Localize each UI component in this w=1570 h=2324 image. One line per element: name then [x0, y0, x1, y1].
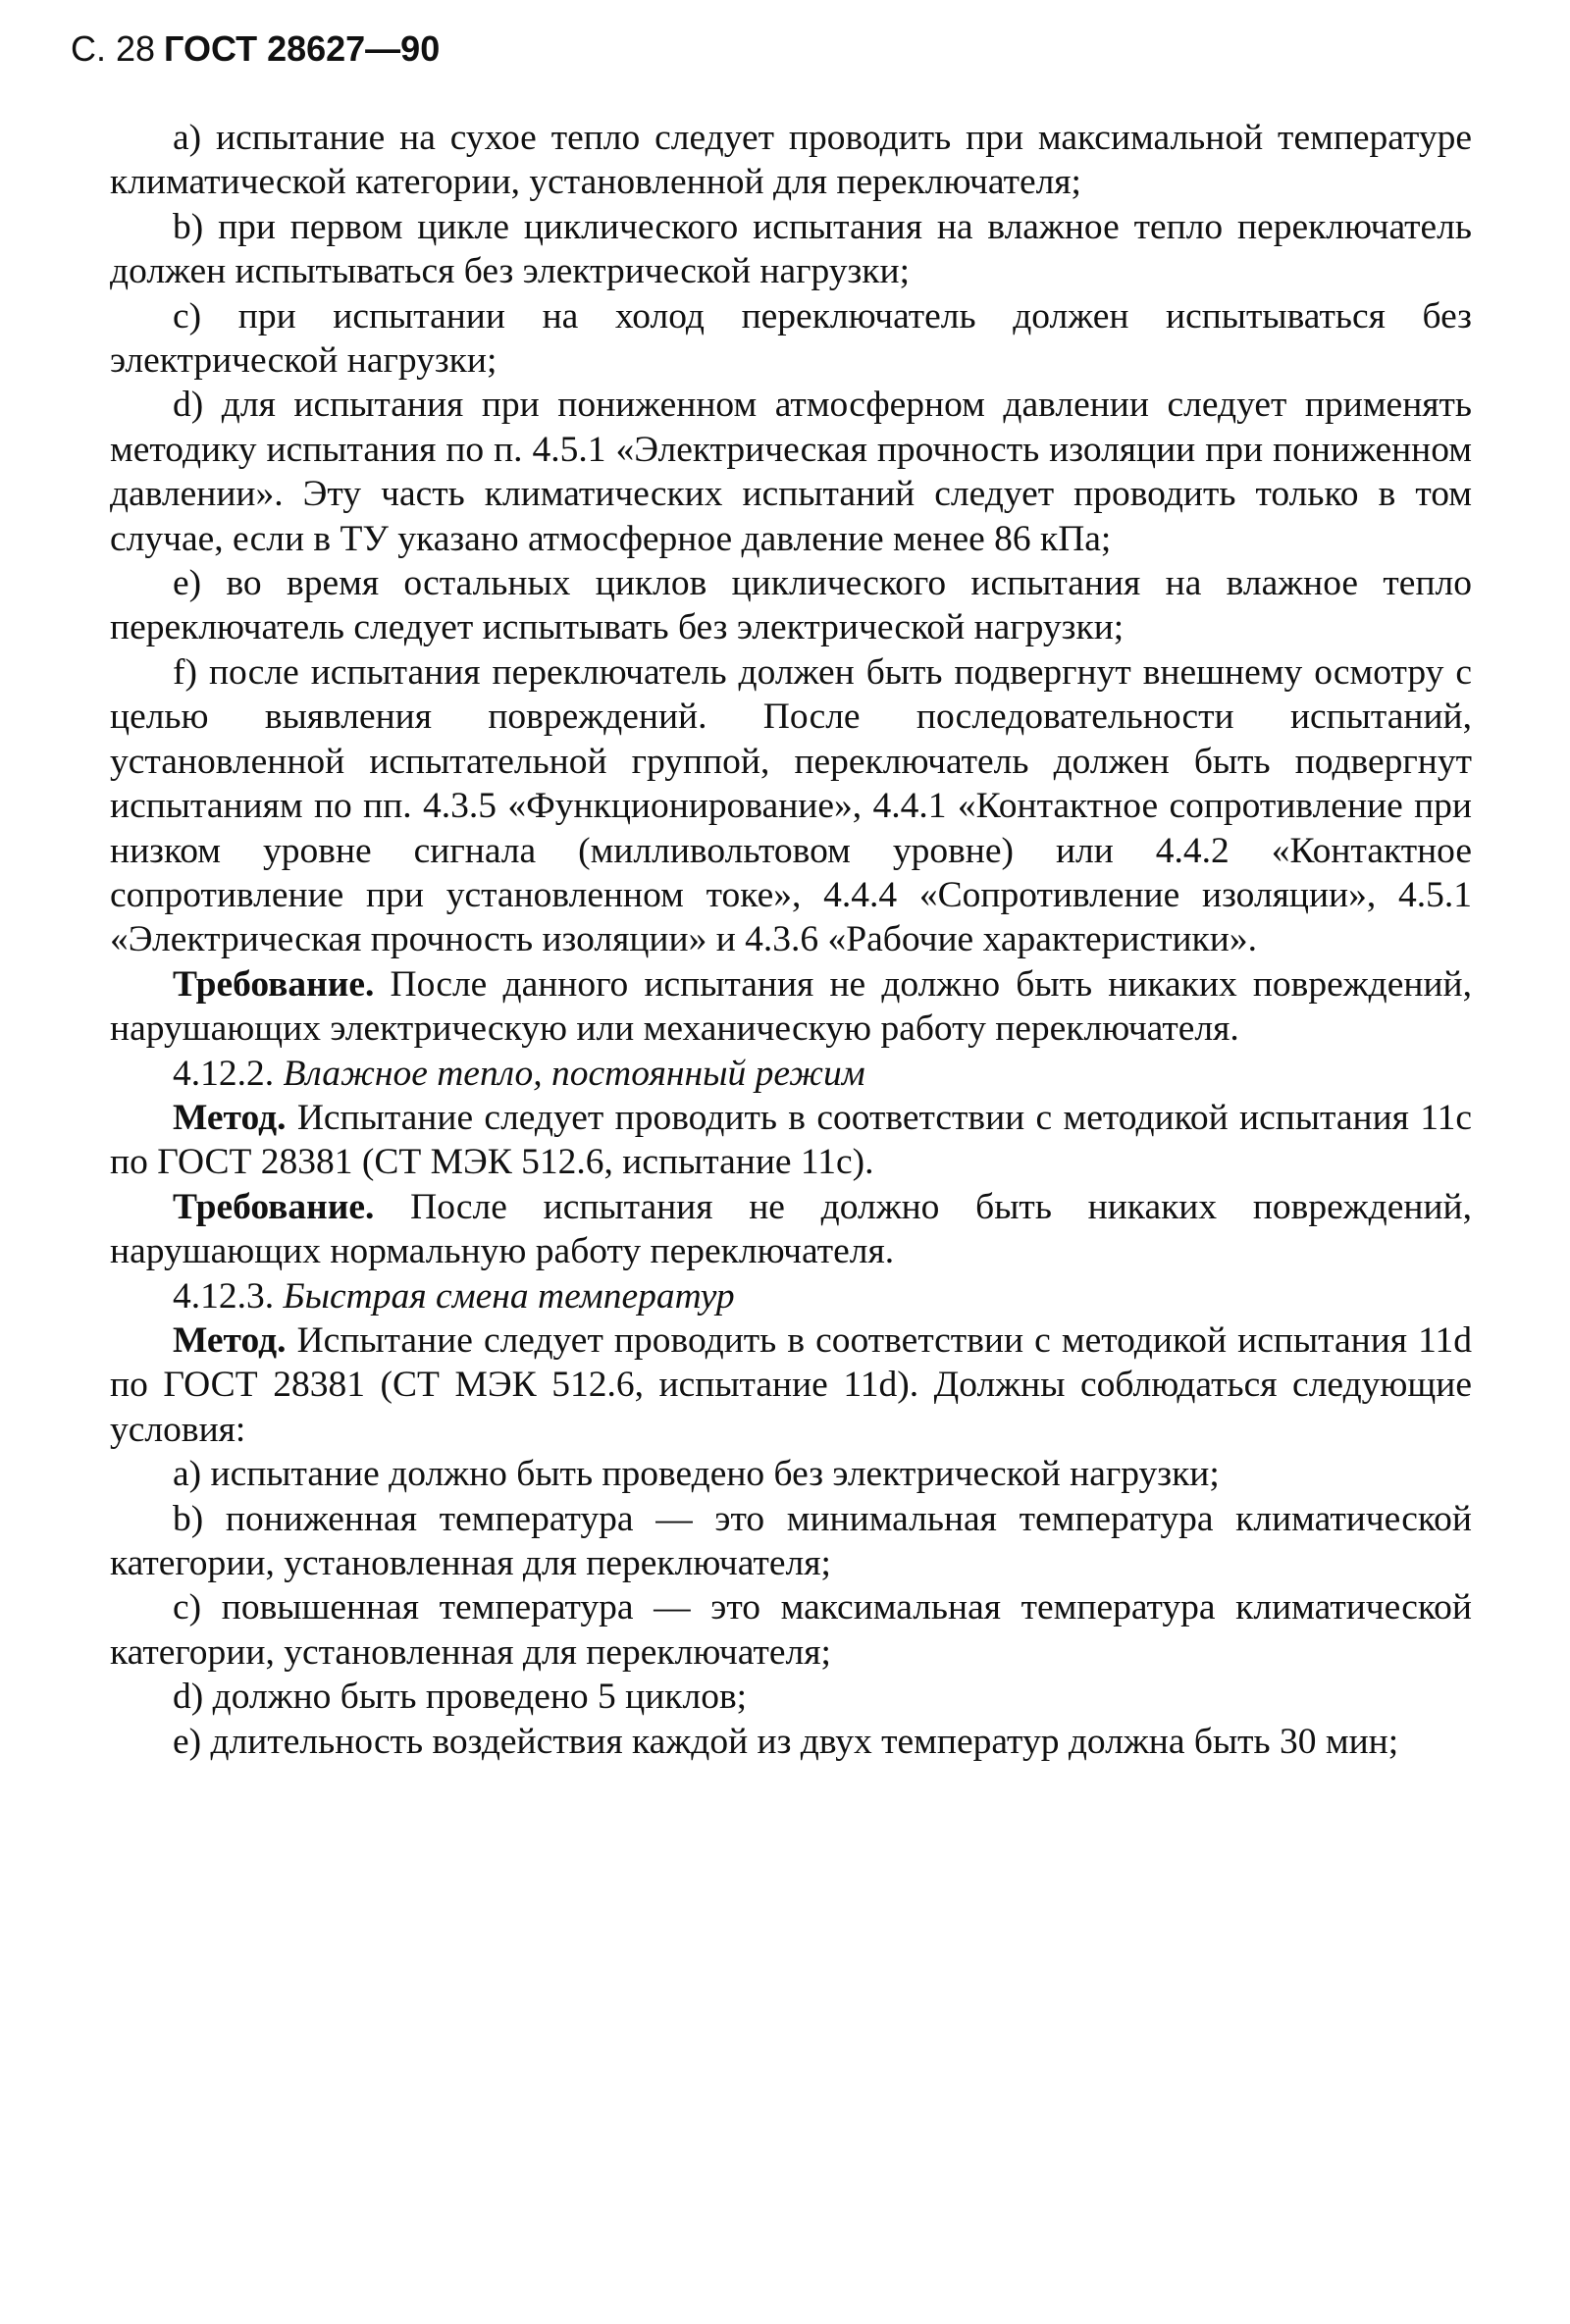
standard-designation: ГОСТ 28627—90	[164, 28, 441, 69]
condition-item-b: b) пониженная температура — это минимальная температура климатической категории, установленная для переключателя;	[110, 1498, 1472, 1583]
section-number: 4.12.2.	[173, 1053, 275, 1094]
method-label: Метод.	[173, 1319, 287, 1361]
section-heading-4-12-3	[110, 1274, 1472, 1318]
method-text: Испытание следует проводить в соответствии с методикой испытания 11d по ГОСТ 28381 (СТ МЭК 512.6, испытание 11d). Должны соблюдаться следующие условия:	[110, 1319, 1472, 1450]
page-header	[71, 27, 440, 71]
section-title: Влажное тепло, постоянный режим	[274, 1053, 865, 1094]
page-number: С. 28	[71, 28, 156, 69]
condition-item-e: e) длительность воздействия каждой из двух температур должна быть 30 мин;	[173, 1721, 1399, 1762]
requirement-label: Требование.	[173, 1186, 375, 1227]
method-label: Метод.	[173, 1097, 287, 1138]
document-body	[110, 116, 1472, 1764]
requirement-paragraph	[110, 962, 1472, 1052]
requirement-paragraph	[110, 1185, 1472, 1274]
method-paragraph	[110, 1318, 1472, 1452]
list-item-f: f) после испытания переключатель должен быть подвергнут внешнему осмотру с целью выявления повреждений. После последовательности испытаний, установленной испытательной группой, переключатель должен быть подвергнут испытаниям по пп. 4.3.5 «Функционирование», 4.4.1 «Контактное сопротивление при низком уровне сигнала (милливольтовом уровне) или 4.4.2 «Контактное сопротивление при установленном токе», 4.4.4 «Сопротивление изоляции», 4.5.1 «Электрическая прочность изоляции» и 4.3.6 «Рабочие характеристики».	[110, 651, 1472, 960]
method-text: Испытание следует проводить в соответствии с методикой испытания 11с по ГОСТ 28381 (СТ МЭК 512.6, испытание 11с).	[110, 1097, 1472, 1183]
section-number: 4.12.3.	[173, 1275, 275, 1317]
requirement-label: Требование.	[173, 963, 375, 1005]
condition-item-a: a) испытание должно быть проведено без электрической нагрузки;	[173, 1454, 1220, 1495]
list-item-c: c) при испытании на холод переключатель должен испытываться без электрической нагрузки;	[110, 295, 1472, 382]
list-item-d: d) для испытания при пониженном атмосферном давлении следует применять методику испытания по п. 4.5.1 «Электрическая прочность изоляции при пониженном давлении». Эту часть климатических испытаний следует проводить только в том случае, если в ТУ указано атмосферное давление менее 86 кПа;	[110, 385, 1472, 559]
section-heading-4-12-2	[110, 1052, 1472, 1096]
condition-item-c: c) повышенная температура — это максимальная температура климатической категории, установленная для переключателя;	[110, 1587, 1472, 1673]
section-title: Быстрая смена температур	[274, 1275, 735, 1317]
requirement-text: После испытания не должно быть никаких повреждений, нарушающих нормальную работу переключателя.	[110, 1186, 1472, 1272]
method-paragraph	[110, 1096, 1472, 1185]
requirement-text: После данного испытания не должно быть никаких повреждений, нарушающих электрическую или механическую работу переключателя.	[110, 963, 1472, 1050]
list-item-b: b) при первом цикле циклического испытания на влажное тепло переключатель должен испытываться без электрической нагрузки;	[110, 206, 1472, 292]
list-item-a: a) испытание на сухое тепло следует проводить при максимальной температуре климатической категории, установленной для переключателя;	[110, 118, 1472, 203]
list-item-e: e) во время остальных циклов циклического испытания на влажное тепло переключатель следует испытывать без электрической нагрузки;	[110, 563, 1472, 648]
condition-item-d: d) должно быть проведено 5 циклов;	[173, 1677, 748, 1718]
